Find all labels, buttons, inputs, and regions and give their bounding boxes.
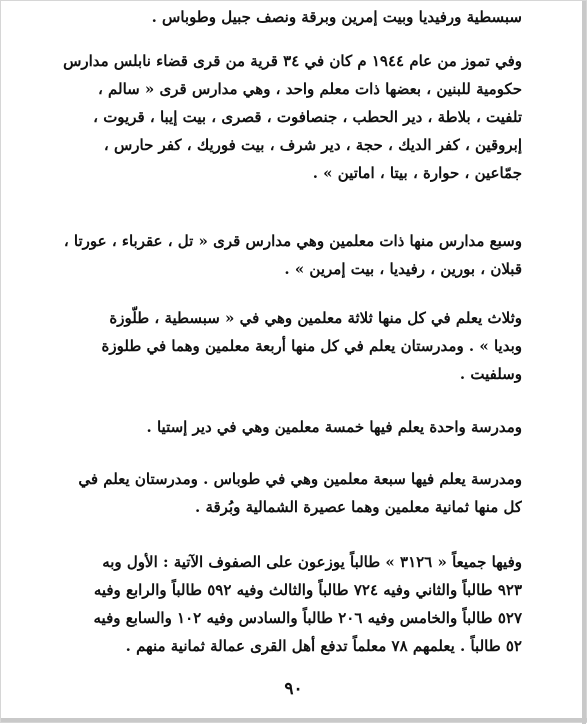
text-line: وثلاث يعلم في كل منها ثلاثة معلمين وهي في « سبسطية ، طلّوزة [109,309,522,327]
text-line: وسلفيت . [459,365,522,383]
text-line: قبلان ، بورين ، رفيديا ، بيت إمرين » . [284,260,522,278]
text-line: ٥٢ طالباً . يعلمهم ٧٨ معلماً تدفع أهل القرى عمالة ثمانية منهم . [125,637,522,655]
text-line: وبديا » . ومدرستان يعلم في كل منها أربعة معلمين وهما في طلوزة [101,337,522,355]
paragraph-4 [57,304,522,388]
page-number: ٩٠ [284,679,303,699]
text-line: وفي تموز من عام ١٩٤٤ م كان في ٣٤ قرية من قرى قضاء نابلس مدارس [63,52,522,70]
text-line: جمّاعين ، حوارة ، بيتا ، اماتين » . [312,164,522,182]
paragraph-6 [57,465,522,521]
text-line: حكومية للبنين ، بعضها ذات معلم واحد ، وهي مدارس قرى « سالم ، [97,80,522,98]
text-line: ومدرسة يعلم فيها سبعة معلمين وهي في طوباس . ومدرستان يعلم في [78,470,522,488]
paragraph-7 [57,548,522,660]
paragraph-1 [57,3,522,31]
text-line: ومدرسة واحدة يعلم فيها خمسة معلمين وهي في دير إستيا . [146,418,522,436]
paragraph-2 [57,47,522,187]
text-line: تلفيت ، بلاطة ، دير الحطب ، جنصافوت ، قصرى ، بيت إيبا ، قريوت ، [93,108,522,126]
page-edge-bottom [1,718,587,722]
text-line: كل منها ثمانية معلمين وهما عصيرة الشمالية وبُرقة . [195,498,522,516]
text-line: إبروقين ، كفر الديك ، حجة ، دير شرف ، بيت فوريك ، كفر حارس ، [103,136,522,154]
paragraph-3 [57,227,522,283]
text-line: وسبع مدارس منها ذات معلمين وهي مدارس قرى « تل ، عقرباء ، عورتا ، [63,232,522,250]
page-edge-right [582,1,586,724]
text-line: ٩٢٣ طالباً والثاني وفيه ٧٢٤ طالباً والثالث وفيه ٥٩٢ طالباً والرابع وفيه [93,581,522,599]
text-line: وفيها جميعاً « ٣١٢٦ » طالباً يوزعون على الصفوف الآتية : الأول وبه [102,553,522,571]
paragraph-5 [57,413,522,441]
text-line: سبسطية ورفيديا وبيت إمرين وبرقة ونصف جبيل وطوباس . [151,8,522,26]
text-line: ٥٢٧ طالباً والخامس وفيه ٢٠٦ طالباً والسادس وفيه ١٠٢ والسابع وفيه [93,609,522,627]
